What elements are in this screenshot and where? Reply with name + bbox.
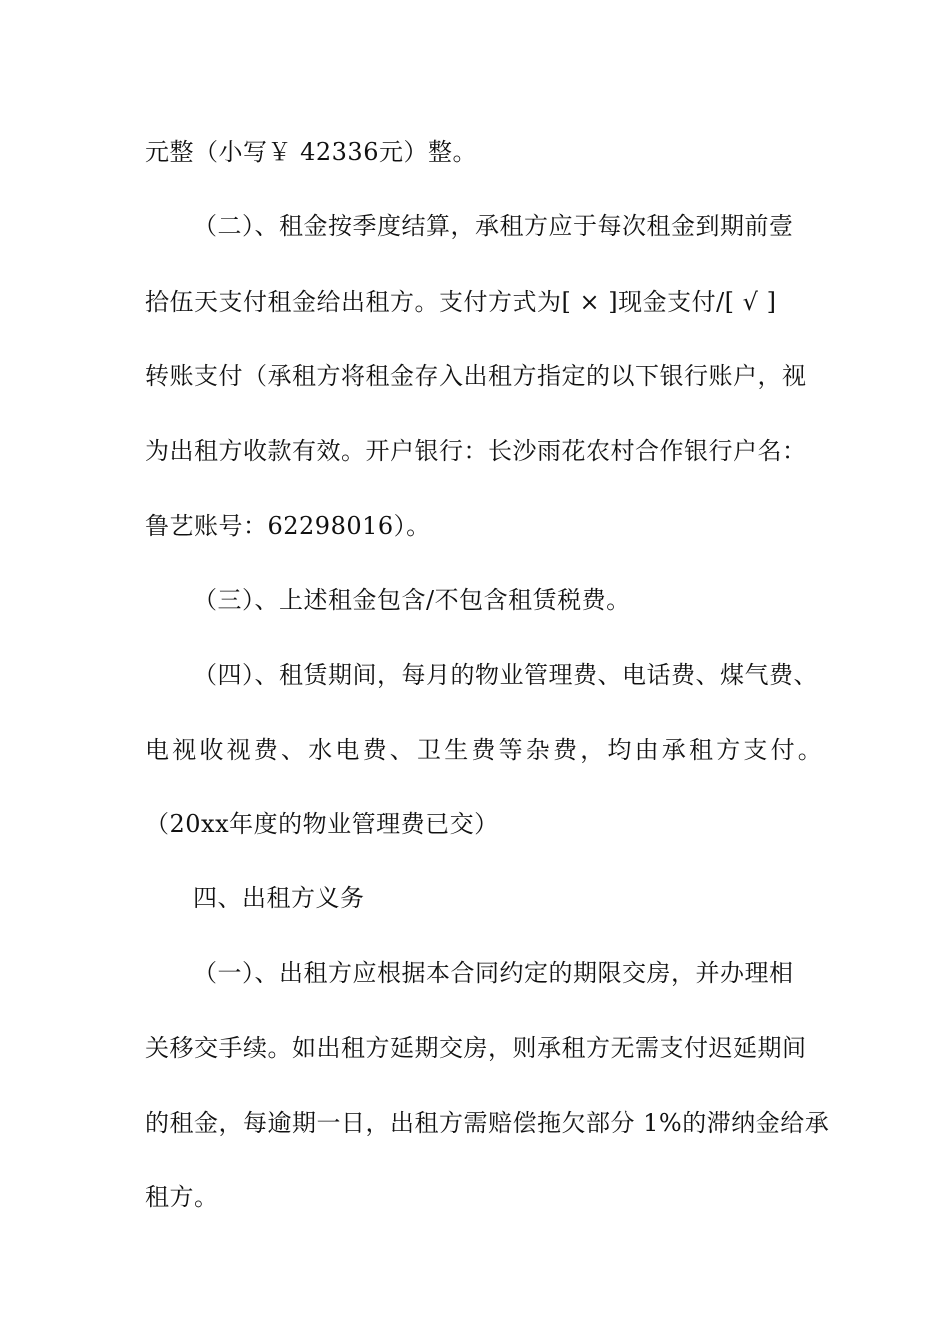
paragraph-line: （三）、上述租金包含/不包含租赁税费。 (193, 586, 631, 614)
paragraph-line: （一）、出租方应根据本合同约定的期限交房，并办理相 (193, 959, 794, 987)
paragraph-line: 为出租方收款有效。开户银行：长沙雨花农村合作银行户名： (145, 437, 807, 465)
paragraph-line: 转账支付（承租方将租金存入出租方指定的以下银行账户，视 (145, 362, 807, 390)
paragraph-line: 的租金，每逾期一日，出租方需赔偿拖欠部分 1%的滞纳金给承 (145, 1109, 830, 1137)
paragraph-line: 元整（小写￥ 42336元）整。 (145, 138, 477, 166)
paragraph-line: 租方。 (145, 1183, 219, 1211)
paragraph-line: 鲁艺账号：62298016）。 (145, 512, 431, 540)
paragraph-line: 拾伍天支付租金给出租方。支付方式为[ × ]现金支付/[ √ ] (145, 288, 777, 316)
paragraph-line: （20xx年度的物业管理费已交） (145, 810, 499, 838)
paragraph-line: 关移交手续。如出租方延期交房，则承租方无需支付迟延期间 (145, 1034, 807, 1062)
paragraph-line: （四）、租赁期间，每月的物业管理费、电话费、煤气费、 (193, 661, 818, 689)
section-heading: 四、出租方义务 (193, 884, 365, 912)
paragraph-line: （二）、租金按季度结算，承租方应于每次租金到期前壹 (193, 212, 794, 240)
paragraph-line: 电视收视费、水电费、卫生费等杂费，均由承租方支付。 (145, 736, 825, 764)
